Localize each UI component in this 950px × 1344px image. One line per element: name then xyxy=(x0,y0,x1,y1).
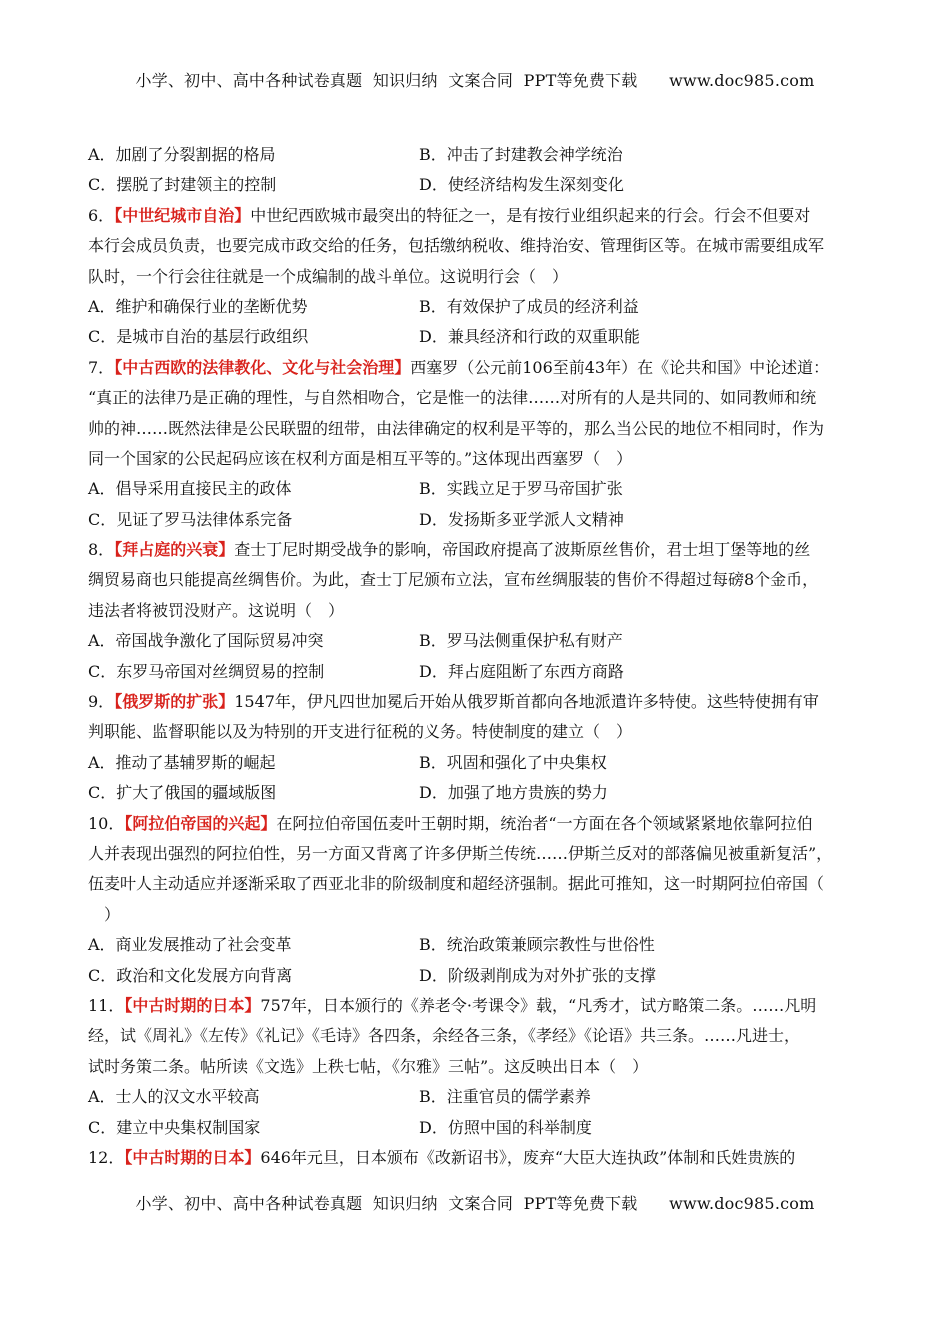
q11-topic-tag: 【中古时期的日本】 xyxy=(124,995,261,1015)
question-content xyxy=(88,140,864,1173)
q10-options-row-2 xyxy=(88,961,864,991)
q10-stem-text-1: 在阿拉伯帝国伍麦叶王朝时期，统治者“一方面在各个领域紧紧地依靠阿拉伯 xyxy=(276,813,813,833)
q11-stem-line-1 xyxy=(88,991,864,1021)
q11-stem-text-1: 757年，日本颁行的《养老令·考课令》载，“凡秀才，试方略策二条。……凡明 xyxy=(260,995,817,1015)
q6-option-b[interactable]: B．有效保护了成员的经济利益 xyxy=(419,296,639,316)
q11-stem-line-2: 经，试《周礼》《左传》《礼记》《毛诗》各四条，余经各三条，《孝经》《论语》共三条。……凡进士， xyxy=(88,1026,801,1046)
q6-stem-line-3: 队时，一个行会往往就是一个成编制的战斗单位。这说明行会（ ） xyxy=(88,266,569,286)
q11-option-c[interactable]: C．建立中央集权制国家 xyxy=(88,1117,261,1137)
q6-option-a[interactable]: A．维护和确保行业的垄断优势 xyxy=(88,296,308,316)
q6-options-row-2 xyxy=(88,322,864,352)
q10-options-row-1 xyxy=(88,930,864,960)
q9-option-b[interactable]: B．巩固和强化了中央集权 xyxy=(419,752,607,772)
q8-options-row-2 xyxy=(88,657,864,687)
q11-option-d[interactable]: D．仿照中国的科举制度 xyxy=(419,1117,592,1137)
q9-number: 9． xyxy=(88,692,115,712)
q5-option-b[interactable]: B．冲击了封建教会神学统治 xyxy=(419,145,623,164)
q8-stem-line-2: 绸贸易商也只能提高丝绸售价。为此，查士丁尼颁布立法，宣布丝绸服装的售价不得超过每磅8个金币， xyxy=(88,570,819,590)
page-header: 小学、初中、高中各种试卷真题 知识归纳 文案合同 PPT等免费下载 www.doc985.com xyxy=(135,71,815,90)
q6-options-row-1 xyxy=(88,292,864,322)
q5-option-a[interactable]: A．加剧了分裂割据的格局 xyxy=(88,145,276,164)
q7-topic-tag: 【中古西欧的法律教化、文化与社会治理】 xyxy=(114,357,411,377)
q9-option-c[interactable]: C．扩大了俄国的疆域版图 xyxy=(88,783,277,803)
q11-option-b[interactable]: B．注重官员的儒学素养 xyxy=(419,1087,591,1107)
q8-option-c[interactable]: C．东罗马帝国对丝绸贸易的控制 xyxy=(88,661,325,681)
q7-stem-line-2: “真正的法律乃是正确的理性，与自然相吻合，它是惟一的法律……对所有的人是共同的、如同教师和统 xyxy=(88,388,817,408)
q7-option-a[interactable]: A．倡导采用直接民主的政体 xyxy=(88,479,292,499)
q7-options-row-2 xyxy=(88,505,864,535)
q12-number: 12． xyxy=(88,1147,125,1167)
q9-stem-line-1 xyxy=(88,687,864,717)
q5-option-d[interactable]: D．使经济结构发生深刻变化 xyxy=(419,175,624,195)
page-footer: 小学、初中、高中各种试卷真题 知识归纳 文案合同 PPT等免费下载 www.doc985.com xyxy=(135,1194,815,1213)
q12-topic-tag: 【中古时期的日本】 xyxy=(124,1147,261,1167)
q10-option-c[interactable]: C．政治和文化发展方向背离 xyxy=(88,965,293,985)
q7-option-b[interactable]: B．实践立足于罗马帝国扩张 xyxy=(419,479,623,499)
q11-stem-line-3: 试时务策二条。帖所读《文选》上秩七帖，《尔雅》三帖”。这反映出日本（ ） xyxy=(88,1056,649,1076)
q12-stem-text-1: 646年元旦，日本颁布《改新诏书》，废弃“大臣大连执政”体制和氏姓贵族的 xyxy=(260,1147,796,1167)
q6-option-d[interactable]: D．兼具经济和行政的双重职能 xyxy=(419,327,640,347)
q7-stem-line-4: 同一个国家的公民起码应该在权利方面是相互平等的。”这体现出西塞罗（ ） xyxy=(88,448,633,468)
q8-option-d[interactable]: D．拜占庭阻断了东西方商路 xyxy=(419,661,624,681)
q5-option-c[interactable]: C．摆脱了封建领主的控制 xyxy=(88,175,277,195)
q7-number: 7． xyxy=(88,357,115,377)
q5-options-row-2 xyxy=(88,170,864,200)
q9-options-row-2 xyxy=(88,778,864,808)
q10-stem-line-3: 伍麦叶人主动适应并逐渐采取了西亚北非的阶级制度和超经济强制。据此可推知，这一时期阿拉伯帝国（ xyxy=(88,874,825,894)
q11-options-row-2 xyxy=(88,1113,864,1143)
q8-number: 8． xyxy=(88,540,115,560)
q6-stem-text-1: 中世纪西欧城市最突出的特征之一，是有按行业组织起来的行会。行会不但要对 xyxy=(250,205,811,225)
q10-option-b[interactable]: B．统治政策兼顾宗教性与世俗性 xyxy=(419,935,655,955)
q8-option-a[interactable]: A．帝国战争激化了国际贸易冲突 xyxy=(88,631,324,651)
q7-option-d[interactable]: D．发扬斯多亚学派人文精神 xyxy=(419,509,624,529)
q8-options-row-1 xyxy=(88,626,864,656)
q10-number: 10． xyxy=(88,813,125,833)
q7-stem-text-1: 西塞罗（公元前106至前43年）在《论共和国》中论述道： xyxy=(410,357,830,377)
q7-option-c[interactable]: C．见证了罗马法律体系完备 xyxy=(88,509,293,529)
q10-option-d[interactable]: D．阶级剥削成为对外扩张的支撑 xyxy=(419,965,656,985)
q10-option-a[interactable]: A．商业发展推动了社会变革 xyxy=(88,935,292,955)
q10-stem-line-4: ） xyxy=(88,904,121,924)
q8-stem-line-3: 违法者将被罚没财产。这说明（ ） xyxy=(88,600,345,620)
q6-topic-tag: 【中世纪城市自治】 xyxy=(114,205,251,225)
q11-options-row-1 xyxy=(88,1082,864,1112)
q8-stem-text-1: 查士丁尼时期受战争的影响，帝国政府提高了波斯原丝售价，君士坦丁堡等地的丝 xyxy=(234,540,811,560)
q7-stem-line-1 xyxy=(88,353,864,383)
q10-stem-line-1 xyxy=(88,809,864,839)
q6-stem-line-2: 本行会成员负责，也要完成市政交给的任务，包括缴纳税收、维持治安、管理街区等。在城市需要组成军 xyxy=(88,236,825,256)
q8-stem-line-1 xyxy=(88,535,864,565)
q10-stem-line-2: 人并表现出强烈的阿拉伯性，另一方面又背离了许多伊斯兰传统……伊斯兰反对的部落偏见被重新复活”， xyxy=(88,843,833,863)
q9-option-a[interactable]: A．推动了基辅罗斯的崛起 xyxy=(88,752,276,772)
q7-stem-line-3: 帅的神……既然法律是公民联盟的纽带，由法律确定的权利是平等的，那么当公民的地位不相同时，作为 xyxy=(88,418,825,438)
q6-option-c[interactable]: C．是城市自治的基层行政组织 xyxy=(88,327,309,347)
q10-topic-tag: 【阿拉伯帝国的兴起】 xyxy=(124,813,277,833)
q11-number: 11． xyxy=(88,995,125,1015)
q6-stem-line-1 xyxy=(88,201,864,231)
q9-options-row-1 xyxy=(88,748,864,778)
q7-options-row-1 xyxy=(88,474,864,504)
q5-options-row-1 xyxy=(88,140,864,170)
q11-option-a[interactable]: A．士人的汉文水平较高 xyxy=(88,1087,260,1107)
q12-stem-line-1 xyxy=(88,1143,864,1173)
q9-stem-text-1: 1547年，伊凡四世加冕后开始从俄罗斯首都向各地派遣许多特使。这些特使拥有审 xyxy=(234,692,819,712)
q8-option-b[interactable]: B．罗马法侧重保护私有财产 xyxy=(419,631,623,651)
q6-number: 6． xyxy=(88,205,115,225)
q9-option-d[interactable]: D．加强了地方贵族的势力 xyxy=(419,783,608,803)
q9-topic-tag: 【俄罗斯的扩张】 xyxy=(114,692,235,712)
q8-topic-tag: 【拜占庭的兴衰】 xyxy=(114,540,235,560)
q9-stem-line-2: 判职能、监督职能以及为特别的开支进行征税的义务。特使制度的建立（ ） xyxy=(88,722,633,742)
